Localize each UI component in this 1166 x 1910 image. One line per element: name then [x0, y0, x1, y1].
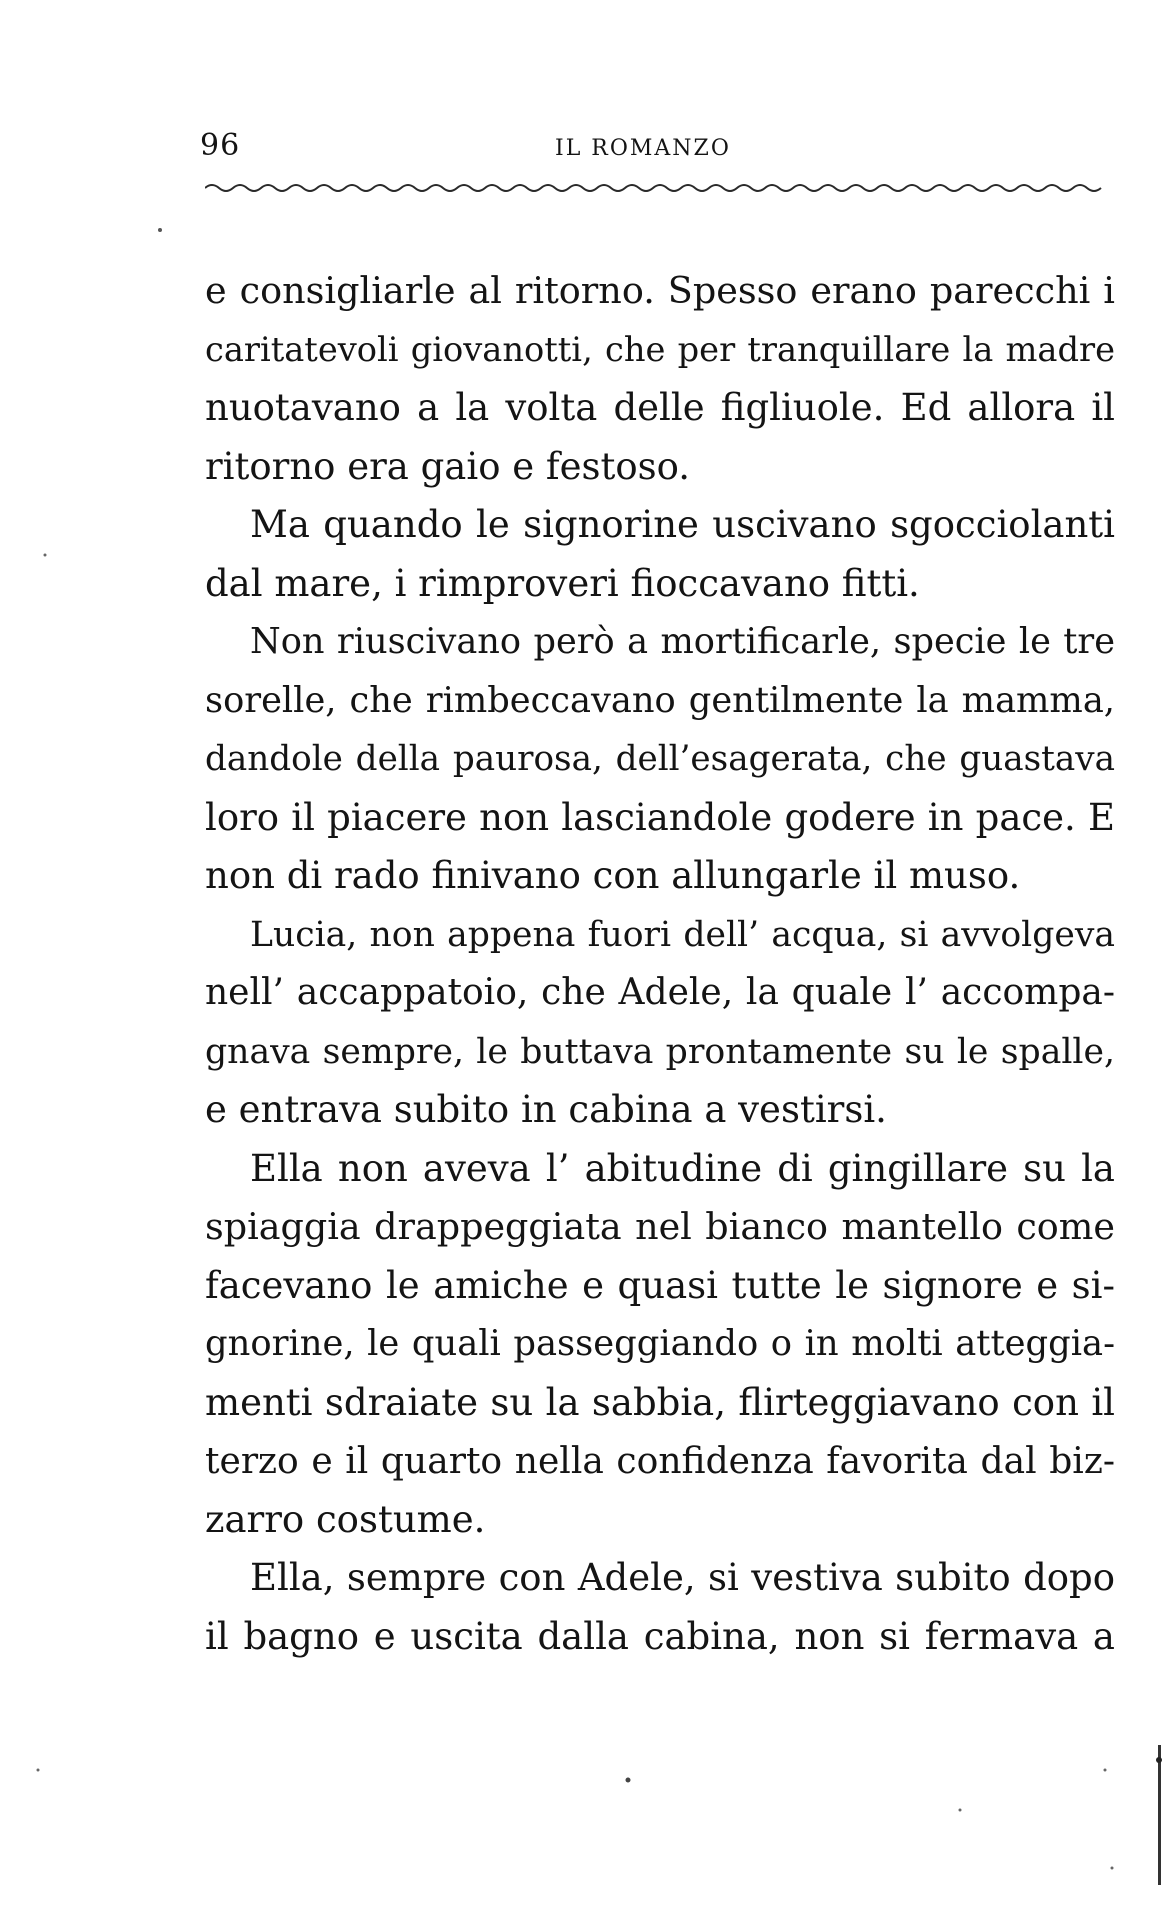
page-number: 96 [200, 128, 241, 163]
text-line: gnorine, le quali passeggiando o in molti atteggia- [205, 1323, 1115, 1364]
text-line: dal mare, i rimproveri fioccavano fitti. [205, 561, 920, 605]
text-line: caritatevoli giovanotti, che per tranquillare la madre [205, 329, 1115, 369]
text-line: dandole della paurosa, dell’esagerata, che guastava [205, 739, 1115, 779]
text-line: loro il piacere non lasciandole godere in pace. E [205, 795, 1115, 839]
text-line: zarro costume. [205, 1497, 486, 1541]
text-line: Ma quando le signorine uscivano sgocciolanti [250, 503, 1115, 546]
body-text [205, 262, 1115, 1666]
text-line: non di rado finivano con allungarle il muso. [205, 854, 1021, 897]
text-line: terzo e il quarto nella confidenza favorita dal biz- [205, 1440, 1115, 1482]
text-line: nell’ accappatoio, che Adele, la quale l’ accompa- [205, 972, 1115, 1013]
text-line: facevano le amiche e quasi tutte le signore e si- [205, 1263, 1115, 1307]
text-line: Ella non aveva l’ abitudine di gingillare su la [250, 1146, 1115, 1190]
text-line: ritorno era gaio e festoso. [205, 444, 690, 488]
text-line: menti sdraiate su la sabbia, flirteggiavano con il [205, 1380, 1115, 1424]
text-line: e consigliarle al ritorno. Spesso erano parecchi i [205, 269, 1115, 312]
running-title: IL ROMANZO [555, 136, 731, 161]
text-line: spiaggia drappeggiata nel bianco mantello come [205, 1205, 1115, 1248]
text-line: il bagno e uscita dalla cabina, non si fermava a [205, 1614, 1115, 1658]
text-line: Lucia, non appena fuori dell’ acqua, si avvolgeva [250, 914, 1115, 955]
text-line: e entrava subito in cabina a vestirsi. [205, 1088, 887, 1131]
text-line: nuotavano a la volta delle figliuole. Ed allora il [205, 386, 1115, 429]
text-line: Non riuscivano però a mortificarle, specie le tre [250, 621, 1115, 662]
decorative-wavy-rule [205, 178, 1105, 198]
text-line: gnava sempre, le buttava prontamente su le spalle, [205, 1031, 1115, 1072]
text-line: Ella, sempre con Adele, si vestiva subito dopo [250, 1556, 1115, 1599]
running-head [200, 128, 1100, 168]
text-line: sorelle, che rimbeccavano gentilmente la mamma, [205, 679, 1115, 721]
